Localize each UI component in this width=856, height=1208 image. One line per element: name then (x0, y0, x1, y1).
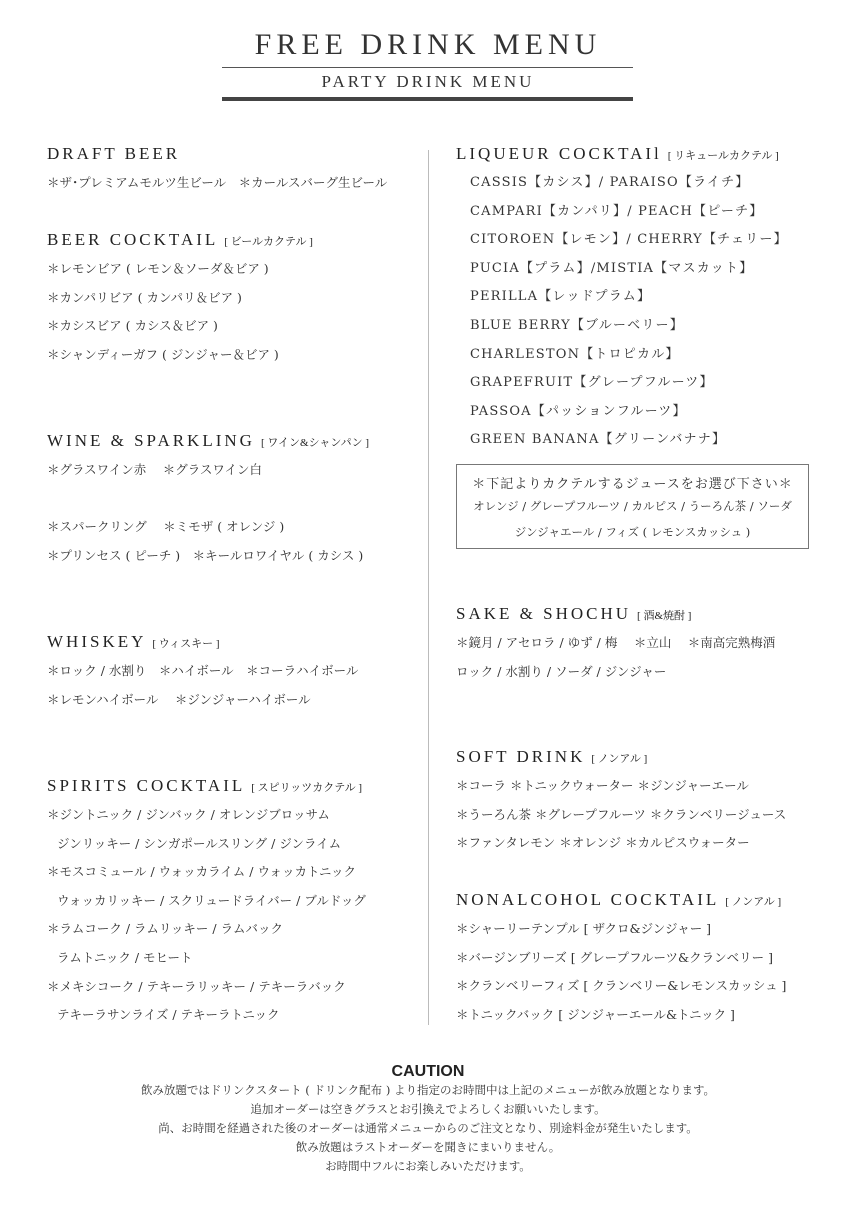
section-title (47, 775, 366, 797)
menu-item: ＊ラムコーク / ラムリッキー / ラムバック (47, 921, 283, 937)
section-title: DRAFT BEER (47, 144, 181, 163)
section-spirits (47, 775, 366, 1030)
menu-item: PUCIA【プラム】/MISTIA【マスカット】 (470, 260, 754, 276)
section-wine (47, 430, 369, 570)
menu-subtitle: PARTY DRINK MENU (321, 72, 535, 91)
menu-item: CAMPARI【カンパリ】/ PEACH【ピーチ】 (470, 203, 764, 219)
menu-item: ロック / 水割り / ソーダ / ジンジャー (456, 663, 667, 679)
section-title-text: WINE & SPARKLING (47, 431, 255, 450)
juice-options: オレンジ / グレープフルーツ / カルピス / うーろん茶 / ソーダ (473, 499, 792, 513)
menu-item: CITOROEN【レモン】/ CHERRY【チェリー】 (470, 232, 788, 248)
menu-item: ＊グラスワイン赤 ＊グラスワイン白 (47, 462, 262, 477)
caution-line: お時間中フルにお楽しみいただけます。 (325, 1159, 531, 1173)
title-rule (222, 67, 633, 68)
menu-item: ウォッカリッキー / スクリュードライバー / ブルドッグ (57, 892, 366, 908)
menu-item: ＊プリンセス ( ピーチ ) ＊キールロワイヤル ( カシス ) (47, 547, 364, 563)
menu-item: ＊バージンブリーズ [ グレープフルーツ&クランベリー ] (456, 949, 773, 965)
section-title (47, 229, 313, 251)
section-nonalcohol (456, 889, 786, 1029)
menu-item: ジンリッキー / シンガポールスリング / ジンライム (57, 835, 342, 851)
section-beer-cocktail (47, 229, 313, 369)
section-title (456, 143, 788, 165)
juice-choice-box (456, 464, 809, 549)
menu-item: ＊カンパリビア ( カンパリ＆ビア ) (47, 289, 242, 305)
section-sake (456, 603, 775, 686)
menu-item: ＊レモンハイボール ＊ジンジャーハイボール (47, 691, 311, 707)
section-title-text: SAKE & SHOCHU (456, 604, 632, 623)
menu-item: ＊鏡月 / アセロラ / ゆず / 梅 ＊立山 ＊南高完熟梅酒 (456, 635, 776, 650)
menu-item: ＊トニックバック [ ジンジャーエール&トニック ] (456, 1006, 735, 1022)
menu-item: ＊メキシコーク / テキーラリッキー / テキーラバック (47, 978, 346, 994)
menu-item: ＊モスコミュール / ウォッカライム / ウォッカトニック (47, 864, 356, 880)
menu-item: CASSIS【カシス】/ PARAISO【ライチ】 (470, 175, 750, 190)
section-title-text: SPIRITS COCKTAIL (47, 776, 246, 795)
section-title-text: BEER COCKTAIL (47, 230, 219, 249)
menu-item: ラムトニック / モヒート (57, 949, 193, 965)
menu-item: ＊うーろん茶 ＊グレープフルーツ ＊クランベリージュース (456, 806, 787, 822)
section-subtitle: [ ウィスキー ] (152, 638, 220, 650)
header-rule (222, 97, 633, 101)
section-title-text: LIQUEUR COCKTAIl (456, 144, 662, 163)
caution-line: 飲み放題ではドリンクスタート ( ドリンク配布 ) より指定のお時間中は上記のメニューが飲み放題となります。 (140, 1083, 716, 1097)
menu-item: PASSOA【パッションフルーツ】 (470, 403, 687, 419)
section-subtitle: [ ノンアル ] (725, 896, 782, 908)
section-liqueur (456, 143, 788, 455)
menu-item: GRAPEFRUIT【グレープフルーツ】 (470, 375, 714, 391)
caution-line: 尚、お時間を経過された後のオーダーは通常メニューからのご注文となり、別途料金が発生いたします。 (158, 1121, 698, 1135)
section-title (456, 603, 775, 625)
section-draft-beer (47, 143, 387, 198)
menu-item: ＊スパークリング ＊ミモザ ( オレンジ ) (47, 519, 285, 535)
section-title (47, 631, 358, 653)
juice-box-title: ＊下記よりカクテルするジュースをお選び下さい＊ (472, 477, 793, 492)
menu-item: BLUE BERRY【ブルーベリー】 (470, 317, 684, 333)
juice-options: ジンジャエール / フィズ ( レモンスカッシュ ) (514, 525, 751, 539)
section-title (456, 746, 786, 768)
section-title-text: WHISKEY (47, 632, 147, 651)
section-title-text: NONALCOHOL COCKTAIL (456, 890, 720, 909)
menu-item: ＊ジントニック / ジンバック / オレンジブロッサム (47, 807, 330, 822)
spacer (47, 485, 369, 514)
menu-item: ＊シャーリーテンプル [ ザクロ&ジンジャー ] (456, 921, 712, 936)
menu-item: ＊クランベリーフィズ [ クランベリー&レモンスカッシュ ] (456, 978, 787, 994)
menu-item: ＊ファンタレモン ＊オレンジ ＊カルピスウォーター (456, 835, 750, 851)
section-subtitle: [ ノンアル ] (591, 753, 648, 765)
menu-item: ＊コーラ ＊トニックウォーター ＊ジンジャーエール (456, 778, 749, 793)
caution-line: 追加オーダーは空きグラスとお引換えでよろしくお願いいたします。 (250, 1102, 606, 1116)
column-divider (428, 150, 429, 1025)
menu-item: ＊カシスビア ( カシス＆ビア ) (47, 318, 218, 334)
menu-item: テキーラサンライズ / テキーラトニック (57, 1007, 280, 1023)
caution-title: CAUTION (391, 1063, 465, 1080)
caution-block (0, 1063, 856, 1176)
section-subtitle: [ ビールカクテル ] (224, 236, 313, 248)
section-subtitle: [ ワイン&シャンパン ] (260, 437, 369, 449)
menu-item: GREEN BANANA【グリーンバナナ】 (470, 432, 727, 448)
menu-item: ＊ザ･プレミアムモルツ生ビール ＊カールスバーグ生ビール (47, 175, 388, 190)
menu-item: ＊シャンディーガフ ( ジンジャー＆ビア ) (47, 346, 279, 362)
caution-line: 飲み放題はラストオーダーを聞きにまいりません。 (295, 1140, 561, 1154)
menu-title: FREE DRINK MENU (254, 28, 602, 61)
section-title (47, 430, 369, 452)
section-title (456, 889, 786, 911)
section-title-text: SOFT DRINK (456, 747, 586, 766)
section-subtitle: [ スピリッツカクテル ] (251, 782, 363, 794)
section-subtitle: [ 酒&焼酎 ] (637, 610, 692, 622)
menu-item: PERILLA【レッドプラム】 (470, 289, 652, 305)
section-whiskey (47, 631, 358, 714)
menu-item: ＊レモンビア ( レモン＆ソーダ＆ビア ) (47, 261, 269, 276)
menu-item: ＊ロック / 水割り ＊ハイボール ＊コーラハイボール (47, 663, 359, 678)
menu-item: CHARLESTON【トロピカル】 (470, 346, 680, 362)
section-soft-drink (456, 746, 786, 858)
section-subtitle: [ リキュールカクテル ] (667, 150, 779, 162)
